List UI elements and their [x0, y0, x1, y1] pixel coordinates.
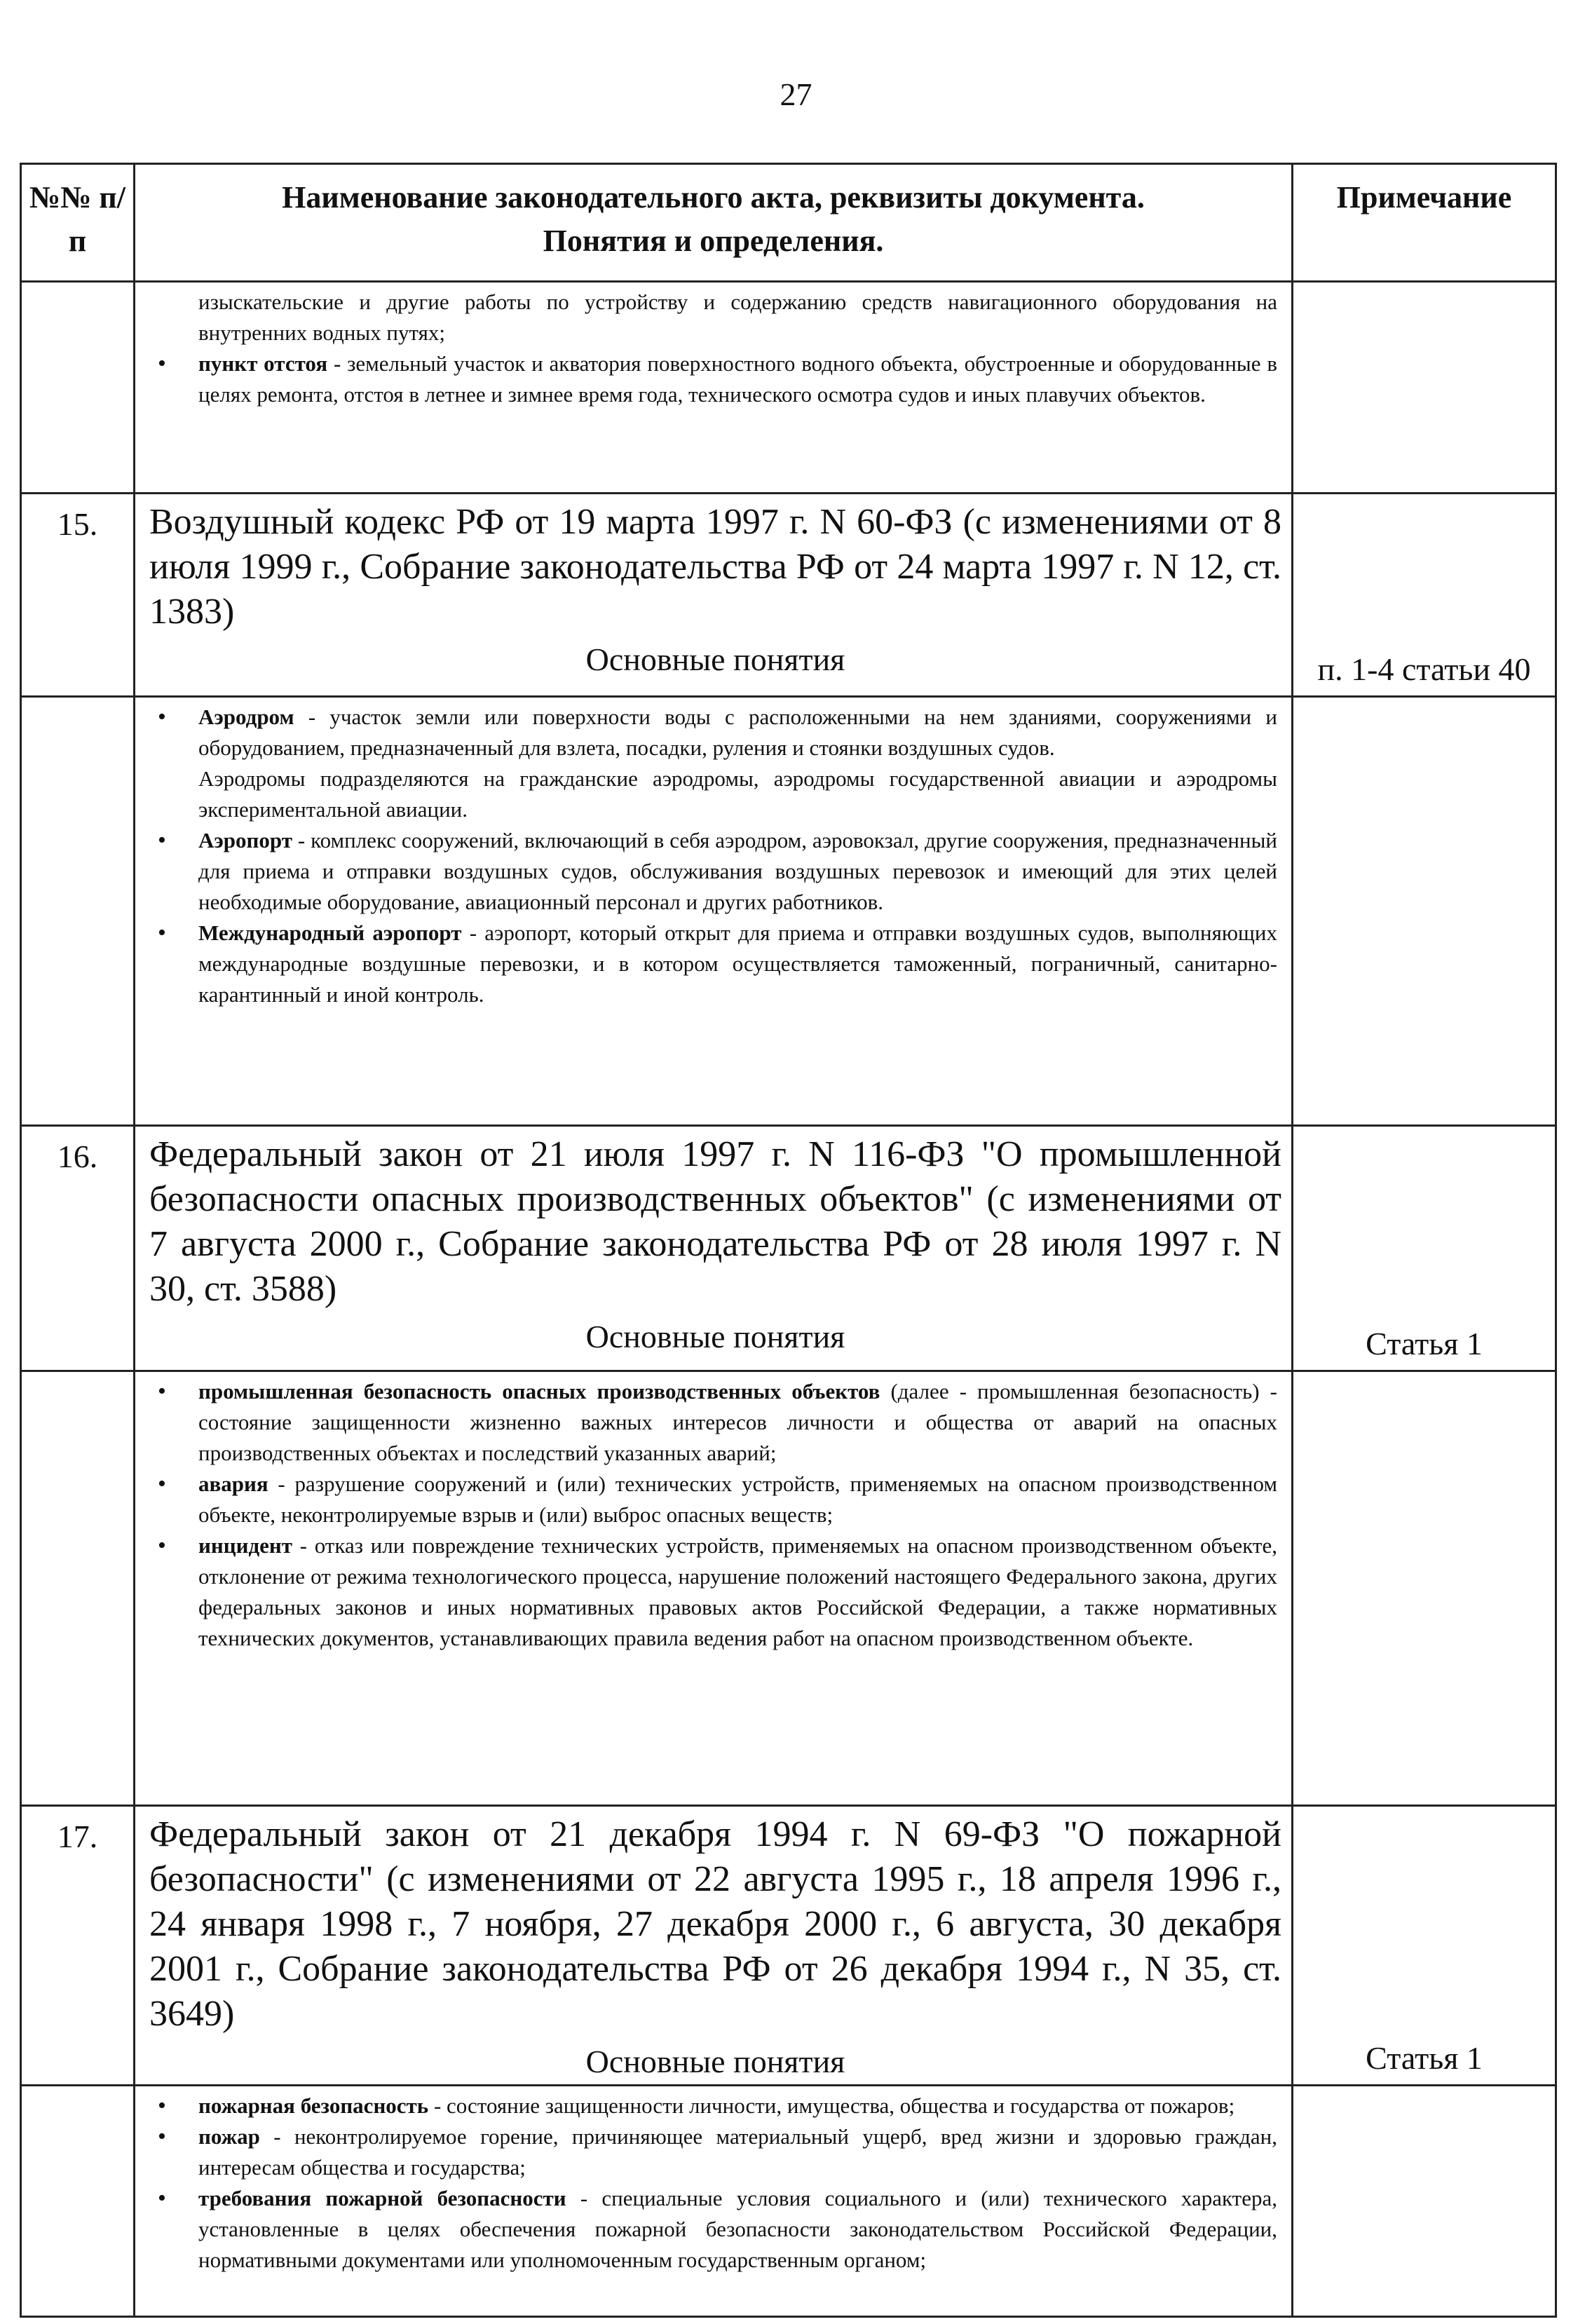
header-name-line2: Понятия и определения.: [543, 224, 884, 258]
act-title-cell: [135, 494, 1293, 697]
definitions-note-cell: [1293, 1371, 1556, 1806]
act-title-cell: [135, 1806, 1293, 2086]
act-row: [21, 1126, 1556, 1371]
definitions-list: [149, 825, 1277, 1010]
continuation-definitions: [135, 282, 1293, 494]
act-note: Статья 1: [1293, 1806, 1556, 2086]
act-definitions: [135, 697, 1293, 1126]
header-num-col: №№ п/п: [21, 164, 135, 282]
definition-extra: Аэродромы подразделяются на гражданские аэродромы, аэродромы государственной авиации и аэродромы экспериментальной авиации.: [198, 766, 1277, 822]
definitions-note-cell: [1293, 697, 1556, 1126]
header-note-col: Примечание: [1293, 164, 1556, 282]
definition-item: [198, 1530, 1277, 1654]
act-subhead: Основные понятия: [585, 2044, 845, 2079]
act-title: Воздушный кодекс РФ от 19 марта 1997 г. N 60-ФЗ (с изменениями от 8 июля 1999 г., Собрание законодательства РФ от 24 марта 1997 г. N 12, ст. 1383): [149, 502, 1281, 632]
definitions-list: [149, 1376, 1277, 1654]
legislation-table: [20, 163, 1557, 2318]
definitions-num-cell: [21, 2086, 135, 2317]
definition-text: - состояние защищенности личности, имущества, общества и государства от пожаров;: [428, 2093, 1235, 2118]
act-subhead: Основные понятия: [585, 641, 845, 677]
page-number: 27: [780, 76, 812, 112]
act-title: Федеральный закон от 21 июля 1997 г. N 116-ФЗ "О промышленной безопасности опасных производственных объектов" (с изменениями от 7 августа 2000 г., Собрание законодательства РФ от 28 июля 1997 г. N 30, ст. 3588): [149, 1134, 1281, 1309]
definition-text: - разрушение сооружений и (или) технических устройств, применяемых на опасном производственном объекте, неконтролируемые взрыв и (или) выброс опасных веществ;: [198, 1472, 1277, 1527]
definition-text: - участок земли или поверхности воды с расположенными на нем зданиями, сооружениями и оборудованием, предназначенный для взлета, посадки, руления и стоянки воздушных судов.: [198, 705, 1277, 760]
definitions-list: [149, 702, 1277, 763]
act-subhead: Основные понятия: [585, 1319, 845, 1354]
act-definitions: [135, 1371, 1293, 1806]
definition-item: [198, 825, 1277, 918]
definition-term: требования пожарной безопасности: [198, 2186, 566, 2210]
definition-term: Аэродром: [198, 705, 294, 729]
act-number: 15.: [21, 494, 135, 697]
definitions-note-cell: [1293, 2086, 1556, 2317]
act-title-cell: [135, 1126, 1293, 1371]
definition-item: [198, 1469, 1277, 1530]
definition-item: [198, 2121, 1277, 2183]
definition-item: [198, 2183, 1277, 2276]
definition-term: пожарная безопасность: [198, 2093, 429, 2118]
act-row: [21, 494, 1556, 697]
header-name-line1: Наименование законодательного акта, реквизиты документа.: [282, 180, 1145, 215]
definition-item: [198, 702, 1277, 763]
definitions-row: [21, 1371, 1556, 1806]
act-note: Статья 1: [1293, 1126, 1556, 1371]
header-name-col: [135, 164, 1293, 282]
definition-text: - комплекс сооружений, включающий в себя аэродром, аэровокзал, другие сооружения, предназначенный для приема и отправки воздушных судов, обслуживания воздушных перевозок и имеющий для этих целей необходимые оборудование, авиационный персонал и других работников.: [198, 828, 1277, 914]
definition-term: пункт отстоя: [198, 351, 328, 376]
table-header-row: [21, 164, 1556, 282]
definition-item: [198, 348, 1277, 410]
act-note: п. 1-4 статьи 40: [1293, 494, 1556, 697]
definition-term: промышленная безопасность опасных производственных объектов: [198, 1379, 880, 1404]
definitions-num-cell: [21, 697, 135, 1126]
definition-item: [198, 2091, 1277, 2121]
definitions-row: [21, 697, 1556, 1126]
continuation-note-cell: [1293, 282, 1556, 494]
definition-term: пожар: [198, 2124, 260, 2149]
definition-text: - земельный участок и акватория поверхностного водного объекта, обустроенные и оборудованные в целях ремонта, отстоя в летнее и зимнее время года, технического осмотра судов и иных плавучих объектов.: [198, 351, 1278, 407]
definition-item: [198, 918, 1277, 1010]
act-title: Федеральный закон от 21 декабря 1994 г. N 69-ФЗ "О пожарной безопасности" (с изменениями от 22 августа 1995 г., 18 апреля 1996 г., 24 января 1998 г., 7 ноября, 27 декабря 2000 г., 6 августа, 30 декабря 2001 г., Собрание законодательства РФ от 26 декабря 1994 г., N 35, ст. 3649): [149, 1814, 1281, 2034]
definition-term: Аэропорт: [198, 828, 292, 852]
definitions-num-cell: [21, 1371, 135, 1806]
act-number: 17.: [21, 1806, 135, 2086]
definitions-list: [149, 2091, 1277, 2276]
definition-term: инцидент: [198, 1533, 292, 1558]
act-definitions: [135, 2086, 1293, 2317]
continuation-num-cell: [21, 282, 135, 494]
definitions-row: [21, 2086, 1556, 2317]
definition-text: - неконтролируемое горение, причиняющее материальный ущерб, вред жизни и здоровью граждан, интересам общества и государства;: [198, 2124, 1277, 2180]
definition-term: Международный аэропорт: [198, 920, 462, 945]
act-number: 16.: [21, 1126, 135, 1371]
act-row: [21, 1806, 1556, 2086]
definition-text: (далее - промышленная безопасность) - состояние защищенности жизненно важных интересов личности и общества от аварий на опасных производственных объектах и последствий указанных аварий;: [198, 1379, 1277, 1465]
definition-text: - специальные условия социального и (или) технического характера, установленные в целях обеспечения пожарной безопасности законодательством Российской Федерации, нормативными документами или уполномоченным государственным органом;: [198, 2186, 1278, 2272]
definition-term: авария: [198, 1472, 268, 1496]
definition-item: [198, 1376, 1277, 1469]
definition-text: - отказ или повреждение технических устройств, применяемых на опасном производственном объекте, отклонение от режима технологического процесса, нарушение положений настоящего Федерального закона, других федеральных законов и иных нормативных правовых актов Российской Федерации, а также нормативных технических документов, устанавливающих правила ведения работ на опасном производственном объекте.: [198, 1533, 1277, 1650]
continuation-row: [21, 282, 1556, 494]
continuation-intro: изыскательские и другие работы по устройству и содержанию средств навигационного оборудования на внутренних водных путях;: [198, 290, 1277, 345]
definition-text: - аэропорт, который открыт для приема и отправки воздушных судов, выполняющих международные воздушные перевозки, и в котором осуществляется таможенный, пограничный, санитарно-карантинный и иной контроль.: [198, 920, 1277, 1007]
continuation-list: [149, 348, 1277, 410]
